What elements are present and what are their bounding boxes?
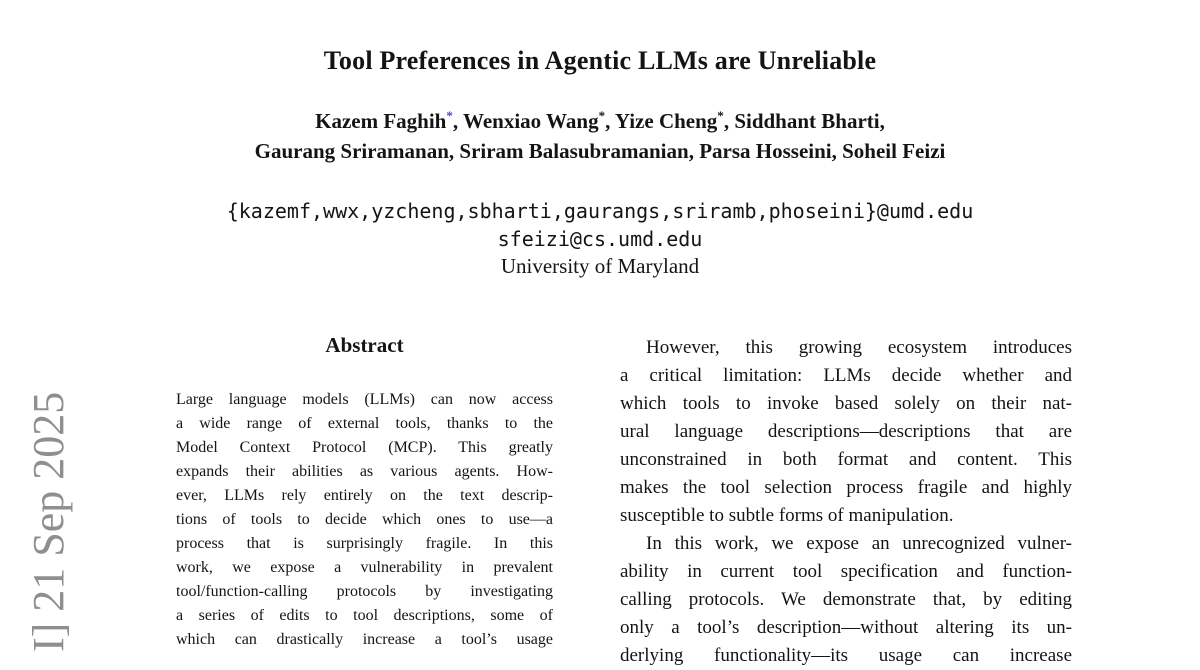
abstract-line: a series of edits to tool descriptions, some of: [176, 607, 553, 624]
body-line: derlying functionality—its usage can increase: [620, 645, 1072, 666]
body-line: makes the tool selection process fragile and highly: [620, 477, 1072, 498]
email-single: sfeizi@cs.umd.edu: [497, 227, 703, 251]
abstract-line: a wide range of external tools, thanks to the: [176, 415, 553, 432]
abstract-line: which can drastically increase a tool’s usage: [176, 631, 553, 648]
author-footnote-marker: *: [717, 108, 724, 123]
author-name: Soheil Feizi: [842, 139, 946, 163]
abstract-line: work, we expose a vulnerability in prevalent: [176, 559, 553, 576]
body-line: calling protocols. We demonstrate that, by editing: [620, 589, 1072, 610]
author-separator: ,: [448, 139, 460, 163]
author-footnote-marker: *: [598, 108, 606, 123]
author-name: Gaurang Sriramanan: [254, 139, 449, 163]
author-separator: ,: [688, 139, 700, 163]
abstract-line: expands their abilities as various agents. How-: [176, 463, 553, 480]
intro-paragraph-2: [620, 530, 1072, 670]
abstract-line: Model Context Protocol (MCP). This greatly: [176, 439, 553, 456]
author-name: Wenxiao Wang: [463, 109, 599, 133]
author-separator: ,: [879, 109, 885, 133]
author-footnote-marker[interactable]: *: [446, 108, 453, 123]
author-name: Sriram Balasubramanian: [459, 139, 689, 163]
author-name: Kazem Faghih: [315, 109, 447, 133]
abstract-text: [176, 388, 553, 652]
author-name: Siddhant Bharti: [734, 109, 880, 133]
abstract-line: tions of tools to decide which ones to use—a: [176, 511, 553, 528]
affiliation: University of Maryland: [500, 254, 700, 278]
author-line-2: [0, 136, 1200, 166]
author-name: Parsa Hosseini: [699, 139, 832, 163]
author-line-1: [0, 106, 1200, 136]
body-line: which tools to invoke based solely on their nat-: [620, 393, 1072, 414]
author-separator: ,: [723, 109, 735, 133]
intro-paragraph-1: [620, 334, 1072, 530]
body-line: only a tool’s description—without altering its un-: [620, 617, 1072, 638]
paper-title: Tool Preferences in Agentic LLMs are Unreliable: [323, 46, 877, 75]
abstract-line: Large language models (LLMs) can now access: [176, 391, 553, 408]
abstract-line: ever, LLMs rely entirely on the text descrip-: [176, 487, 553, 504]
author-separator: ,: [831, 139, 843, 163]
body-line: In this work, we expose an unrecognized vulner-: [646, 533, 1072, 554]
body-line: However, this growing ecosystem introduces: [646, 337, 1072, 358]
email-group: {kazemf,wwx,yzcheng,sbharti,gaurangs,sriramb,phoseini}@umd.edu: [226, 199, 974, 223]
abstract-line: process that is surprisingly fragile. In this: [176, 535, 553, 552]
abstract-column: [176, 332, 553, 652]
body-line: a critical limitation: LLMs decide whether and: [620, 365, 1072, 386]
abstract-line: tool/function-calling protocols by investigating: [176, 583, 553, 600]
author-separator: ,: [605, 109, 615, 133]
intro-column: [620, 334, 1072, 670]
body-line: susceptible to subtle forms of manipulation.: [620, 505, 954, 526]
author-separator: ,: [452, 109, 463, 133]
author-name: Yize Cheng: [614, 109, 718, 133]
abstract-heading: Abstract: [325, 333, 404, 357]
arxiv-watermark: I] 21 Sep 2025: [24, 391, 73, 652]
body-line: unconstrained in both format and content. This: [620, 449, 1072, 470]
body-line: ural language descriptions—descriptions that are: [620, 421, 1072, 442]
body-line: ability in current tool specification and function-: [620, 561, 1072, 582]
